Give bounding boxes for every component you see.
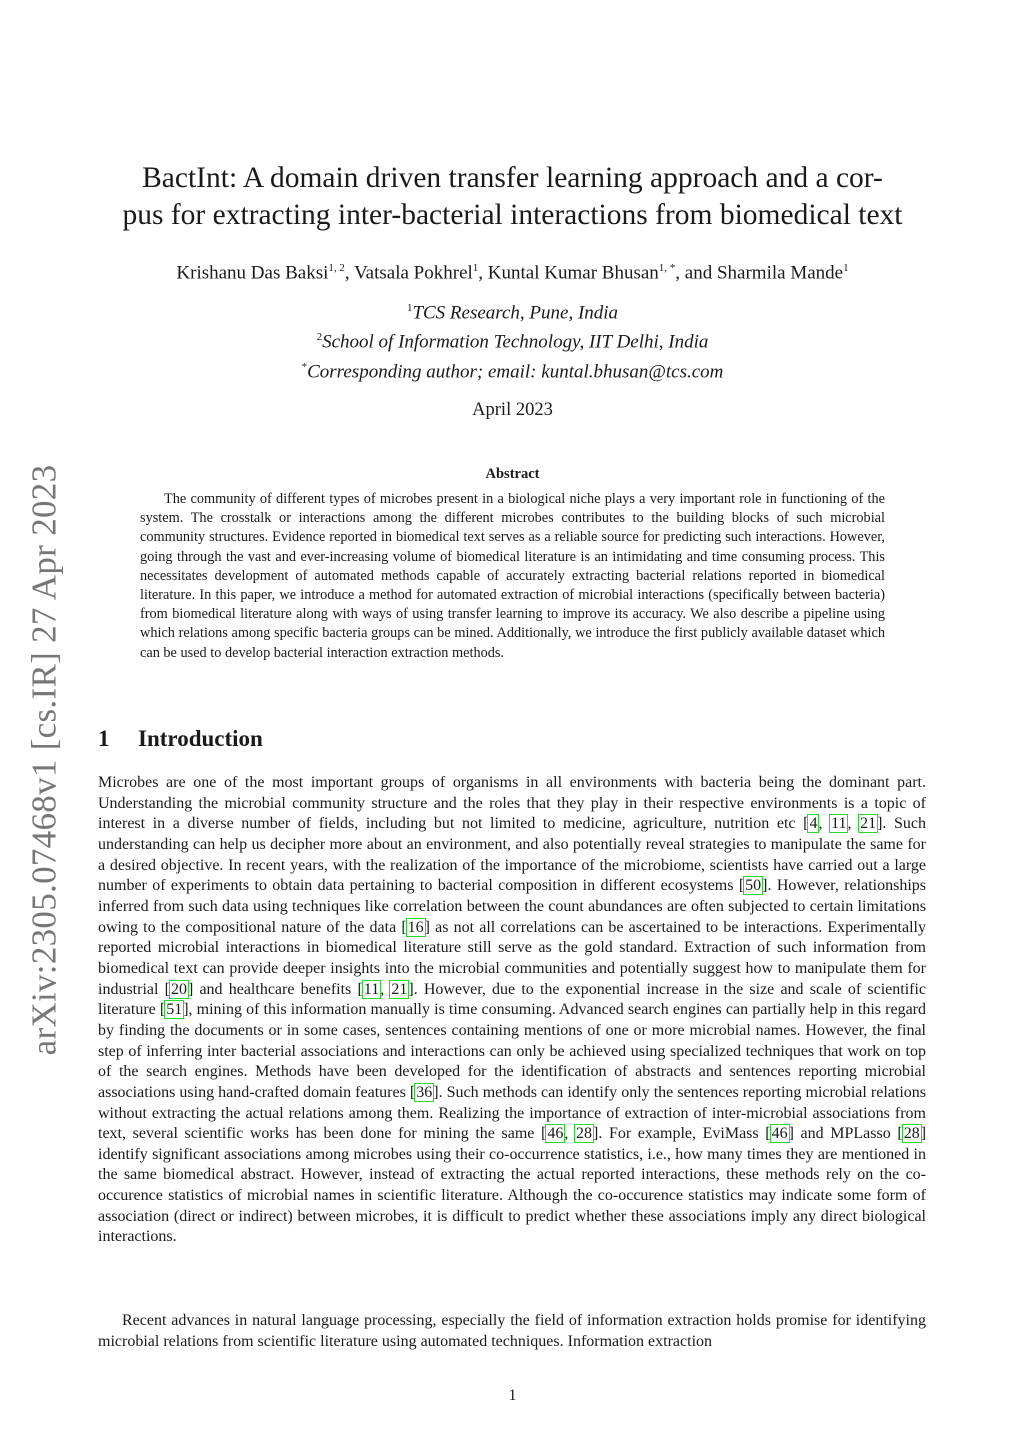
- citation-link[interactable]: 11: [363, 980, 380, 998]
- section-number: 1: [98, 726, 110, 751]
- author-name: Sharmila Mande: [716, 262, 844, 284]
- paragraph-text: ]. Such methods can identify only the sentences reporting microbial relations without extracting the actual relations among them. Realizing the importance of extraction of inter-microbial associations from text, several scientific works has been done for mining the same [: [98, 1083, 926, 1143]
- author-affiliation-marker: 1: [472, 262, 479, 274]
- paragraph-text: ]. However, due to the exponential increase in the size and scale of scientific literature [: [98, 980, 927, 1019]
- affiliation-marker: 2: [316, 331, 323, 344]
- paragraph-text: ,: [564, 1125, 575, 1143]
- affiliation-marker: 1: [406, 302, 413, 314]
- citation-link[interactable]: 16: [407, 918, 424, 936]
- author-separator: ,: [344, 262, 355, 284]
- paragraph-text: ]. For example, EviMass [: [592, 1125, 771, 1143]
- author-affiliation-marker: 1, *: [658, 262, 676, 274]
- paragraph-text: ,: [818, 815, 831, 833]
- author-affiliation-marker: 1: [843, 262, 849, 274]
- publication-date: April 2023: [472, 400, 553, 420]
- author-list: [90, 256, 935, 285]
- citation-link[interactable]: 21: [860, 815, 877, 833]
- citation-link[interactable]: 11: [831, 815, 847, 833]
- title-line-2: pus for extracting inter-bacterial interactions from biomedical text: [122, 199, 903, 231]
- arxiv-identifier-stamp: [14, 460, 74, 1060]
- affiliation-text: School of Information Technology, IIT Delhi, India: [322, 331, 709, 353]
- paragraph-text: ] identify significant associations among microbes using their co-occurrence statistics, i.e., how many times they are mentioned in the same biomedical abstract. However, instead of extracting the actual reported interactions, these methods rely on the co-occurence statistics of microbial names in scientific literature. Although the co-occurence statistics may indicate some form of association (direct or indirect) between microbes, it is difficult to predict whether these associations imply any direct biological interactions.: [98, 1125, 927, 1246]
- author-name: Krishanu Das Baksi: [176, 262, 329, 284]
- affiliation-text: Corresponding author; email: kuntal.bhusan@tcs.com: [307, 360, 724, 382]
- author-name: Vatsala Pokhrel: [354, 262, 473, 284]
- author-affiliation-marker: 1, 2: [328, 262, 345, 274]
- citation-link[interactable]: 36: [416, 1083, 433, 1101]
- affiliation-marker: *: [301, 360, 308, 373]
- title-line-1: BactInt: A domain driven transfer learning approach and a cor-: [142, 162, 883, 194]
- abstract-heading: Abstract: [485, 466, 540, 482]
- paper-title: [90, 160, 935, 234]
- arxiv-identifier-text: arXiv:2305.07468v1 [cs.IR] 27 Apr 2023: [24, 464, 63, 1056]
- citation-link[interactable]: 28: [575, 1125, 592, 1143]
- citation-link[interactable]: 46: [547, 1125, 564, 1143]
- intro-paragraph-2: Recent advances in natural language processing, especially the field of information extraction holds promise for identifying microbial relations from scientific literature using automated techniques. Information extraction: [98, 1312, 926, 1350]
- author-separator: ,: [478, 262, 488, 284]
- paragraph-text: ]. However, relationships inferred from such data using techniques like correlation between the count abundances are often subjected to certain limitations owing to the compositional nature of the data [: [98, 877, 926, 936]
- abstract-body: The community of different types of microbes present in a biological niche plays a very important role in functioning of the system. The crosstalk or interactions among the different microbes contributes to the building blocks of such microbial community structures. Evidence reported in biomedical text serves as a reliable source for predicting such interactions. However, going through the vast and ever-increasing volume of biomedical literature is an intimidating and time consuming process. This necessitates development of automated methods capable of accurately extracting bacterial relations reported in biomedical literature. In this paper, we introduce a method for automated extraction of microbial interactions (specifically between bacteria) from biomedical literature along with ways of using transfer learning to improve its accuracy. We also describe a pipeline using which relations among specific bacteria groups can be mined. Additionally, we introduce the first publicly available dataset which can be used to develop bacterial interaction extraction methods.: [140, 491, 885, 661]
- citation-link[interactable]: 21: [391, 980, 408, 998]
- affiliation-text: TCS Research, Pune, India: [412, 302, 619, 324]
- paragraph-text: Microbes are one of the most important groups of organisms in all environments with bacteria being the dominant part. Understanding the microbial community structure and the roles that they play in their respective environments is a topic of interest in a diverse number of fields, including but not limited to medicine, agriculture, nutrition etc [: [98, 774, 926, 833]
- author-name: Kuntal Kumar Bhusan: [487, 262, 659, 284]
- citation-link[interactable]: 50: [745, 877, 762, 895]
- section-heading: [98, 726, 898, 752]
- intro-paragraph-1: [98, 773, 926, 1248]
- paragraph-text: ,: [380, 980, 391, 998]
- citation-link[interactable]: 51: [166, 1001, 183, 1019]
- section-title: Introduction: [138, 726, 263, 751]
- page-number: 1: [508, 1387, 517, 1404]
- affiliation-line: [90, 296, 935, 325]
- paragraph-text: ,: [847, 815, 860, 833]
- paragraph-text: ], mining of this information manually is time consuming. Advanced search engines can partially help in this regard by finding the documents or in some cases, sentences containing mentions of one or more microbial names. However, the final step of inferring inter bacterial associations and interactions can only be achieved using specialized techniques that work on top of the search engines. Methods have been developed for the identification of abstracts and sentences reporting microbial associations using hand-crafted domain features [: [98, 1001, 926, 1101]
- affiliation-line: [90, 355, 935, 384]
- author-separator: , and: [675, 262, 717, 284]
- citation-link[interactable]: 46: [771, 1125, 788, 1143]
- affiliation-line: [90, 325, 935, 354]
- paragraph-text: ] and healthcare benefits [: [187, 980, 363, 998]
- affiliation-list: [90, 296, 935, 384]
- citation-link[interactable]: 4: [809, 815, 818, 833]
- paragraph-text: ] and MPLasso [: [788, 1125, 903, 1143]
- citation-link[interactable]: 28: [903, 1125, 920, 1143]
- paragraph-text: ] as not all correlations can be ascertained to be interactions. Experimentally reported microbial interactions in biomedical literature still serve as the gold standard. Extraction of such information from biomedical text can provide deeper insights into the microbial communities and potentially suggest how to manipulate them for industrial [: [98, 918, 926, 998]
- paragraph-text: ]. Such understanding can help us decipher more about an environment, and also potentially reveal strategies to manipulate the same for a desired objective. In recent years, with the realization of the importance of the microbiome, scientists have carried out a large number of experiments to obtain data pertaining to bacterial composition in different ecosystems [: [98, 815, 927, 895]
- citation-link[interactable]: 20: [170, 980, 187, 998]
